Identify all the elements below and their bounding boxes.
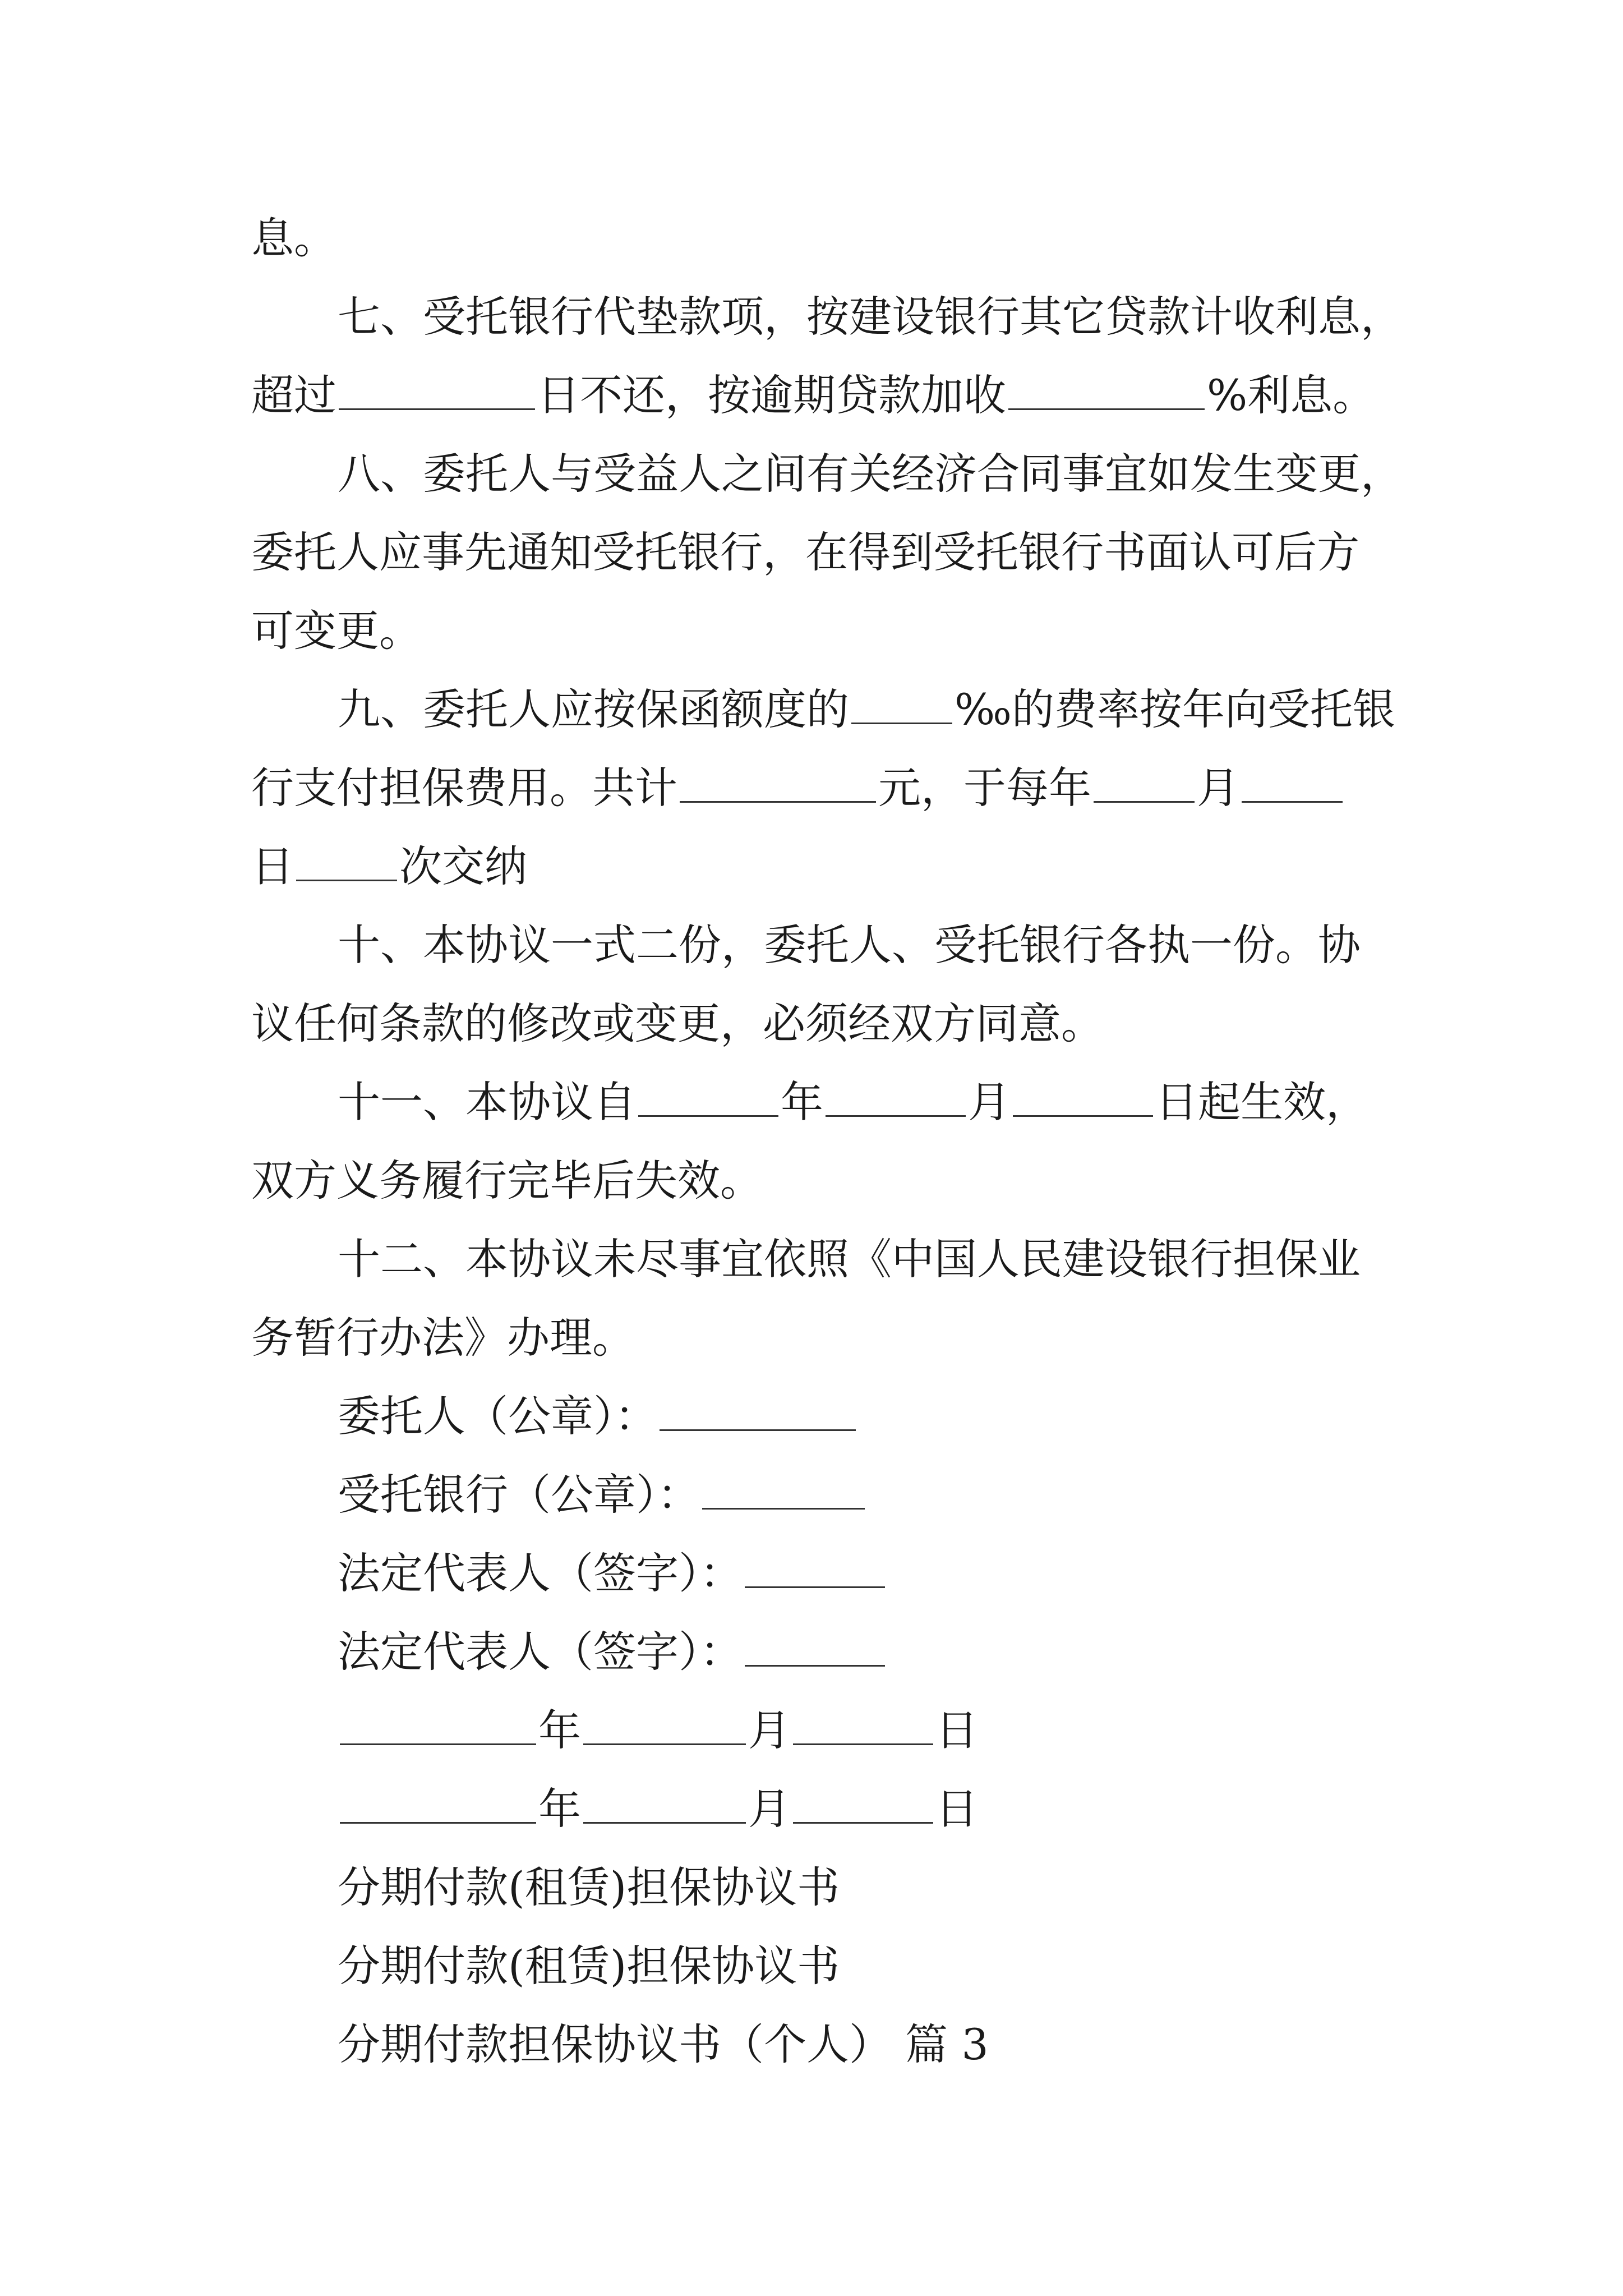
blank-effective-month[interactable] [826, 1076, 966, 1117]
text: 八、委托人与受益人之间有关经济合同事宜如发生变更， [338, 449, 1403, 499]
clause-8-line-3 [251, 603, 422, 659]
text: 超过 [251, 370, 336, 420]
text: 日起生效， [1155, 1077, 1368, 1127]
clause-10-line-1 [338, 917, 1361, 973]
text: 日 [935, 1705, 978, 1755]
text: 议任何条款的修改或变更，必须经双方同意。 [251, 999, 1104, 1048]
text: 双方义务履行完毕后失效。 [251, 1156, 763, 1205]
text: 九、委托人应按保函额度的 [338, 684, 849, 734]
blank-total-amount[interactable] [680, 762, 876, 803]
date-2-year-field[interactable] [340, 1783, 536, 1824]
blank-rate[interactable] [1008, 369, 1205, 410]
text: 息。 [251, 213, 336, 263]
text: 元，于每年 [878, 763, 1091, 813]
date-line-1 [338, 1703, 978, 1759]
clause-9-line-1 [338, 682, 1395, 738]
signature-rep-1 [338, 1545, 887, 1602]
clause-9-line-3 [251, 839, 527, 895]
blank-days[interactable] [339, 369, 535, 410]
blank-day[interactable] [1242, 762, 1343, 803]
text: 分期付款(租赁)担保协议书 [338, 1862, 840, 1912]
heading-3 [338, 2017, 989, 2073]
clause-11-line-1 [338, 1074, 1368, 1130]
clause-7-line-2 [251, 367, 1375, 424]
clause-12-line-2 [251, 1310, 635, 1366]
heading-1 [338, 1860, 840, 1916]
text: 七、受托银行代垫款项，按建设银行其它贷款计收利息， [338, 292, 1403, 342]
text: 月 [748, 1705, 791, 1755]
text: 次交纳 [399, 841, 527, 891]
date-2-month-field[interactable] [583, 1783, 746, 1824]
text: 委托人应事先通知受托银行，在得到受托银行书面认可后方 [251, 527, 1359, 577]
paragraph-line [251, 210, 336, 266]
text: 十一、本协议自 [338, 1077, 636, 1127]
text: 年 [538, 1705, 581, 1755]
text: ‰的费率按年向受托银 [955, 684, 1395, 734]
rep-1-signature-field[interactable] [745, 1547, 885, 1588]
blank-times[interactable] [296, 840, 397, 881]
text: 年 [538, 1784, 581, 1834]
date-1-month-field[interactable] [583, 1704, 746, 1745]
text: 分期付款担保协议书（个人） 篇 3 [338, 2019, 989, 2069]
date-line-2 [338, 1781, 978, 1837]
text: 十二、本协议未尽事宜依照《中国人民建设银行担保业 [338, 1234, 1361, 1284]
blank-effective-day[interactable] [1013, 1076, 1153, 1117]
text: 可变更。 [251, 606, 422, 656]
clause-12-line-1 [338, 1231, 1361, 1287]
text: 务暂行办法》办理。 [251, 1313, 635, 1363]
clause-11-line-2 [251, 1153, 763, 1209]
blank-month[interactable] [1094, 762, 1195, 803]
clause-8-line-2 [251, 524, 1359, 581]
label: 法定代表人（签字）： [338, 1548, 743, 1598]
text: 月 [1197, 763, 1239, 813]
blank-effective-year[interactable] [638, 1076, 778, 1117]
blank-fee-rate[interactable] [851, 683, 952, 724]
text: 分期付款(租赁)担保协议书 [338, 1941, 840, 1991]
clause-10-line-2 [251, 996, 1104, 1052]
label: 法定代表人（签字）： [338, 1627, 743, 1677]
clause-9-line-2 [251, 760, 1345, 816]
bank-seal-field[interactable] [702, 1469, 865, 1510]
signature-client [338, 1388, 858, 1444]
heading-2 [338, 1938, 840, 1994]
text: 日 [935, 1784, 978, 1834]
rep-2-signature-field[interactable] [745, 1626, 885, 1667]
text: 行支付担保费用。共计 [251, 763, 677, 813]
text: 日 [251, 841, 294, 891]
client-seal-field[interactable] [660, 1390, 856, 1431]
label: 委托人（公章）： [338, 1391, 657, 1441]
date-1-day-field[interactable] [793, 1704, 933, 1745]
signature-rep-2 [338, 1624, 887, 1680]
label: 受托银行（公章）： [338, 1470, 700, 1520]
text: 月 [748, 1784, 791, 1834]
date-2-day-field[interactable] [793, 1783, 933, 1824]
text: 年 [781, 1077, 823, 1127]
text: 十、本协议一式二份，委托人、受托银行各执一份。协 [338, 920, 1361, 970]
clause-7-line-1 [338, 289, 1403, 345]
signature-bank [338, 1467, 867, 1523]
clause-8-line-1 [338, 446, 1403, 502]
date-1-year-field[interactable] [340, 1704, 536, 1745]
text: %利息。 [1207, 370, 1376, 420]
text: 月 [968, 1077, 1011, 1127]
text: 日不还，按逾期贷款加收 [537, 370, 1006, 420]
